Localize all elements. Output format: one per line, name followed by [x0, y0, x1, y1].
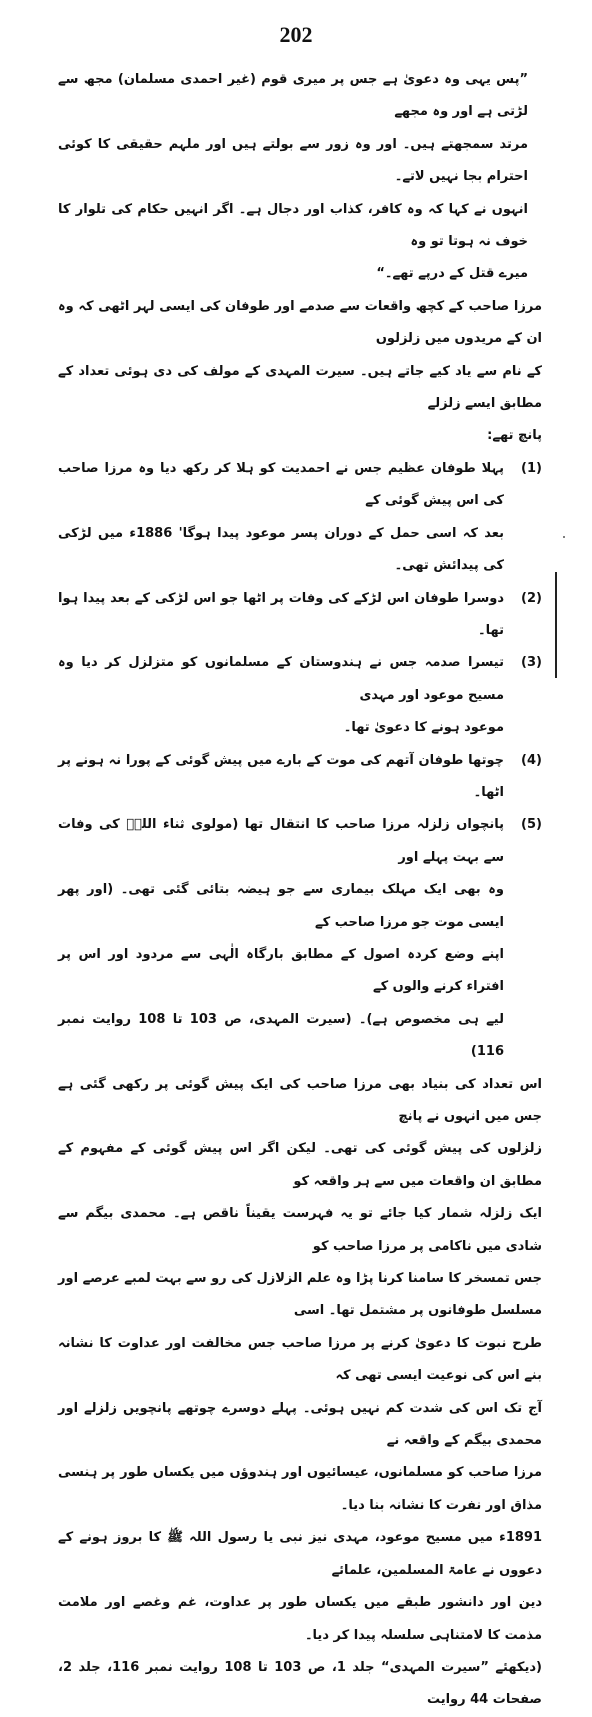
quote-line: مرتد سمجھتے ہیں۔ اور وہ زور سے بولتے ہیں اور ملہم حقیقی کا کوئی احترام بجا نہیں لاتے۔ [58, 136, 528, 185]
item-number: (4) [521, 752, 542, 768]
item-number: (2) [521, 590, 542, 606]
paragraph-line: کے نام سے یاد کیے جاتے ہیں۔ سیرت المہدی کے مولف کی دی ہوئی تعداد کے مطابق ایسے زلزلے [58, 363, 542, 412]
paragraph-line: مرزا صاحب کے کچھ واقعات سے صدمے اور طوفان کی ایسی لہر اٹھی کہ وہ ان کے مریدوں میں زلزلوں [58, 298, 542, 347]
closing-paragraph [58, 1069, 542, 1717]
item-line: پانچواں زلزلہ مرزا صاحب کا انتقال تھا (مولوی ثناء اللہؒ کی وفات سے بہت پہلے اور [58, 817, 504, 865]
paragraph-line: پانچ تھے: [487, 428, 542, 444]
block-quote [58, 64, 542, 291]
item-line: تیسرا صدمہ جس نے ہندوستان کے مسلمانوں کو متزلزل کر دیا وہ مسیح موعود اور مہدی [58, 655, 504, 703]
quote-line: ”پس یہی وہ دعویٰ ہے جس پر میری قوم (غیر احمدی مسلمان) مجھ سے لڑتی ہے اور وہ مجھے [58, 72, 528, 120]
intro-paragraph [58, 291, 542, 453]
paragraph-line: (دیکھئے ”سیرت المہدی“ جلد 1، ص 103 تا 108 روایت نمبر 116، جلد 2، صفحات 44 روایت [58, 1659, 542, 1708]
list-item [58, 809, 542, 1068]
item-number: (3) [521, 655, 542, 671]
paragraph-line: 1891ء میں مسیح موعود، مہدی نیز نبی یا رسول اللہ ﷺ کا بروز ہونے کے دعووں نے عامۃ المسلمین، علمائے [58, 1530, 542, 1578]
paragraph-line: طرح نبوت کا دعویٰ کرنے پر مرزا صاحب جس مخالفت اور عداوت کا نشانہ بنے اس کی نوعیت ایسی تھی کہ [58, 1335, 542, 1384]
item-number: (1) [521, 460, 542, 476]
item-number: (5) [521, 817, 542, 833]
paragraph-line: زلزلوں کی پیش گوئی کی تھی۔ لیکن اگر اس پیش گوئی کے مفہوم کے مطابق ان واقعات میں سے ہر واقعہ کو [58, 1141, 542, 1189]
quote-line: میرے قتل کے درپے تھے۔“ [376, 266, 528, 282]
paragraph-line: آج تک اس کی شدت کم نہیں ہوئی۔ پہلے دوسرے چوتھے پانچویں زلزلے اور محمدی بیگم کے واقعہ نے [58, 1400, 542, 1449]
list-item [58, 453, 542, 583]
scan-speck [563, 536, 565, 538]
item-line: چوتھا طوفان آتھم کی موت کے بارے میں پیش گوئی کے پورا نہ ہونے پر اٹھا۔ [58, 752, 504, 800]
paragraph-line: دین اور دانشور طبقے میں یکساں طور پر عداوت، غم وغصے اور ملامت مذمت کا لامتناہی سلسلہ پیدا کر دیا۔ [58, 1595, 542, 1643]
quote-line: انہوں نے کہا کہ وہ کافر، کذاب اور دجال ہے۔ اگر انہیں حکام کی تلوار کا خوف نہ ہوتا تو وہ [58, 201, 528, 250]
page-body [58, 64, 542, 1717]
item-line: اپنے وضع کردہ اصول کے مطابق بارگاہ الٰہی سے مردود اور اس پر افتراء کرنے والوں کے [58, 946, 504, 995]
item-line: دوسرا طوفان اس لڑکے کی وفات پر اٹھا جو اس لڑکی کے بعد پیدا ہوا تھا۔ [58, 590, 504, 638]
list-item [58, 745, 542, 810]
item-line: وہ بھی ایک مہلک بیماری سے جو ہیضہ بتائی گئی تھی۔ (اور پھر ایسی موت جو مرزا صاحب کے [58, 882, 504, 930]
paragraph-line: ایک زلزلہ شمار کیا جائے تو یہ فہرست یقیناً ناقص ہے۔ محمدی بیگم سے شادی میں ناکامی پر مرزا صاحب کو [58, 1206, 542, 1254]
item-line: بعد کہ اسی حمل کے دوران پسر موعود پیدا ہوگا' 1886ء میں لڑکی کی پیدائش تھی۔ [58, 525, 504, 574]
margin-rule [555, 572, 557, 678]
list-item [58, 647, 542, 744]
item-line: لیے ہی مخصوص ہے)۔ (سیرت المہدی، ص 103 تا 108 روایت نمبر 116) [58, 1011, 504, 1060]
page-number: 202 [279, 22, 313, 47]
item-line: موعود ہونے کا دعویٰ تھا۔ [343, 720, 504, 736]
item-line: پہلا طوفان عظیم جس نے احمدیت کو ہلا کر رکھ دیا وہ مرزا صاحب کی اس پیش گوئی کے [58, 460, 504, 509]
list-item [58, 583, 542, 648]
paragraph-line: جس تمسخر کا سامنا کرنا پڑا وہ علم الزلازل کی رو سے بہت لمبے عرصے اور مسلسل طوفانوں پر مشتمل تھا۔ اسی [58, 1271, 542, 1319]
paragraph-line: اس تعداد کی بنیاد بھی مرزا صاحب کی ایک پیش گوئی پر رکھی گئی ہے جس میں انہوں نے پانچ [58, 1076, 542, 1124]
paragraph-line: مرزا صاحب کو مسلمانوں، عیسائیوں اور ہندوؤں میں یکساں طور پر ہنسی مذاق اور نفرت کا نشانہ بنا دیا۔ [58, 1465, 542, 1513]
